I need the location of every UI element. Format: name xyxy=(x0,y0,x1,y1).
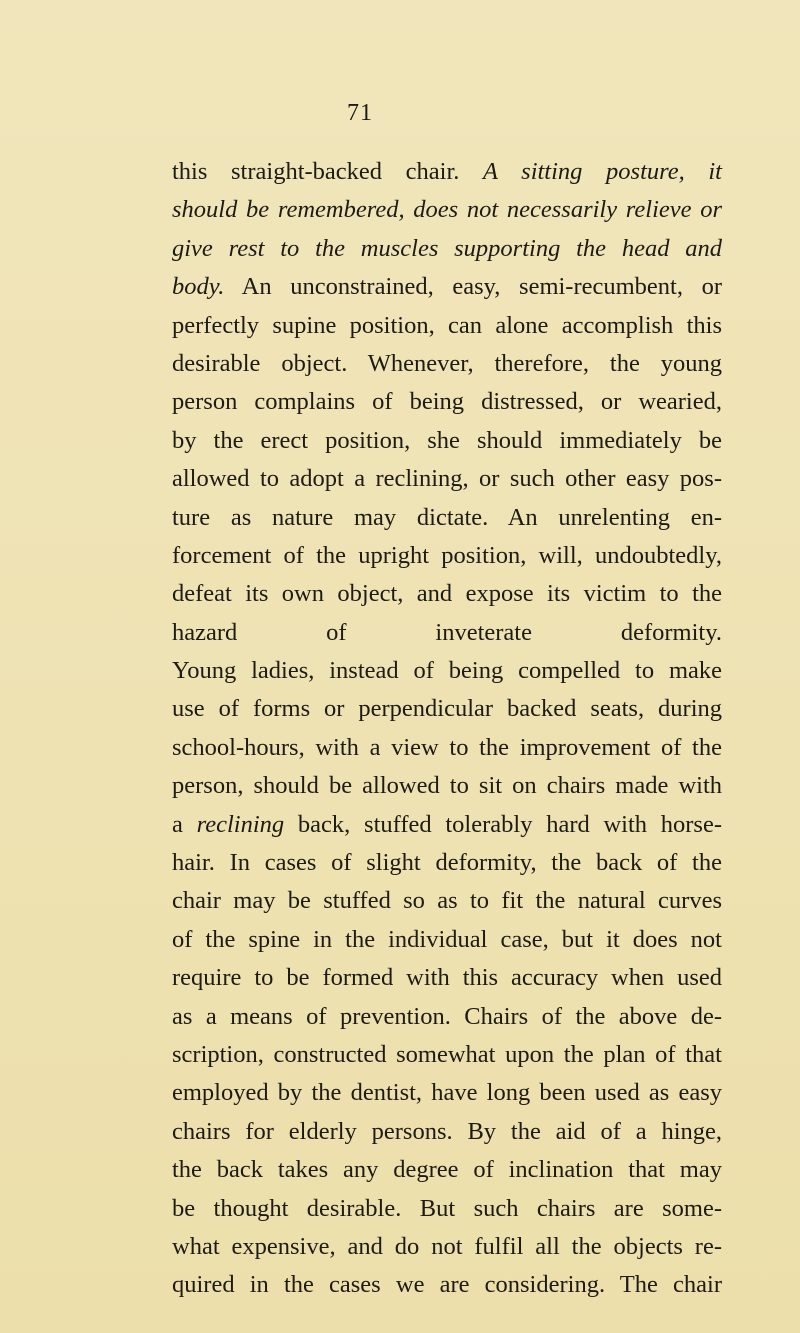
text-run: school-hours, with a view to the improvement of the xyxy=(172,733,722,761)
text-run: desirable object. Whenever, therefore, the young xyxy=(172,349,722,377)
text-line xyxy=(172,575,722,613)
text-run: chairs for elderly persons. By the aid of a hinge, xyxy=(172,1117,722,1145)
text-run: quired in the cases we are considering. The chair xyxy=(172,1271,722,1299)
text-run: Young ladies, instead of being compelled to make xyxy=(172,657,722,685)
text-line xyxy=(172,767,722,805)
text-run: a xyxy=(172,810,197,838)
text-run: allowed to adopt a reclining, or such other easy pos- xyxy=(172,465,722,493)
text-run: of the spine in the individual case, but it does not xyxy=(172,925,722,953)
text-line xyxy=(172,383,722,421)
text-line xyxy=(172,614,722,652)
text-run: what expensive, and do not fulfil all the objects re- xyxy=(172,1232,722,1260)
text-line xyxy=(172,537,722,575)
text-line xyxy=(172,1266,722,1304)
text-line xyxy=(172,499,722,537)
text-run: scription, constructed somewhat upon the plan of that xyxy=(172,1040,722,1068)
text-line xyxy=(172,153,722,191)
text-line xyxy=(172,1036,722,1074)
text-line xyxy=(172,959,722,997)
text-run: by the erect position, she should immediately be xyxy=(172,426,722,454)
text-run: the back takes any degree of inclination that may xyxy=(172,1156,722,1184)
text-line xyxy=(172,729,722,767)
text-run: perfectly supine position, can alone accomplish this xyxy=(172,311,722,339)
text-run: person, should be allowed to sit on chairs made with xyxy=(172,772,722,800)
text-line xyxy=(172,345,722,383)
text-run: defeat its own object, and expose its victim to the xyxy=(172,580,722,608)
text-line xyxy=(172,230,722,268)
text-line xyxy=(172,652,722,690)
text-line xyxy=(172,844,722,882)
text-line xyxy=(172,690,722,728)
text-line xyxy=(172,882,722,920)
text-run: require to be formed with this accuracy when used xyxy=(172,964,722,992)
text-run: person complains of being distressed, or wearied, xyxy=(172,388,722,416)
text-run: this straight-backed chair. xyxy=(172,158,484,185)
italic-text-run: A sitting posture, it xyxy=(483,158,722,185)
text-line xyxy=(172,998,722,1036)
italic-text-run: give rest to the muscles supporting the head and xyxy=(172,234,722,262)
text-line xyxy=(172,422,722,460)
text-run: hair. In cases of slight deformity, the back of the xyxy=(172,849,722,877)
italic-text-run: reclining xyxy=(196,810,285,838)
text-run: ture as nature may dictate. An unrelenting en- xyxy=(172,503,722,531)
text-run: use of forms or perpendicular backed seats, during xyxy=(172,695,722,723)
text-run: forcement of the upright position, will, undoubtedly, xyxy=(172,541,722,569)
text-line xyxy=(172,460,722,498)
text-run: as a means of prevention. Chairs of the above de- xyxy=(172,1002,722,1030)
text-line xyxy=(172,1151,722,1189)
text-run: chair may be stuffed so as to fit the natural curves xyxy=(172,887,722,915)
text-line xyxy=(172,191,722,229)
text-line xyxy=(172,268,722,306)
text-run: be thought desirable. But such chairs are some- xyxy=(172,1194,722,1222)
text-line xyxy=(172,1113,722,1151)
page-number: 71 xyxy=(347,100,373,126)
text-line xyxy=(172,921,722,959)
text-run: back, stuffed tolerably hard with horse- xyxy=(284,810,723,838)
text-run: hazard of inveterate deformity. xyxy=(172,618,722,646)
text-line xyxy=(172,307,722,345)
italic-text-run: body. xyxy=(172,273,225,301)
italic-text-run: should be remembered, does not necessarily relieve or xyxy=(172,196,722,224)
text-run: An unconstrained, easy, semi-recumbent, or xyxy=(224,273,722,301)
text-line xyxy=(172,1228,722,1266)
body-text xyxy=(172,153,722,1305)
text-line xyxy=(172,1190,722,1228)
text-line xyxy=(172,1074,722,1112)
text-run: employed by the dentist, have long been used as easy xyxy=(172,1079,722,1107)
text-line xyxy=(172,806,722,844)
